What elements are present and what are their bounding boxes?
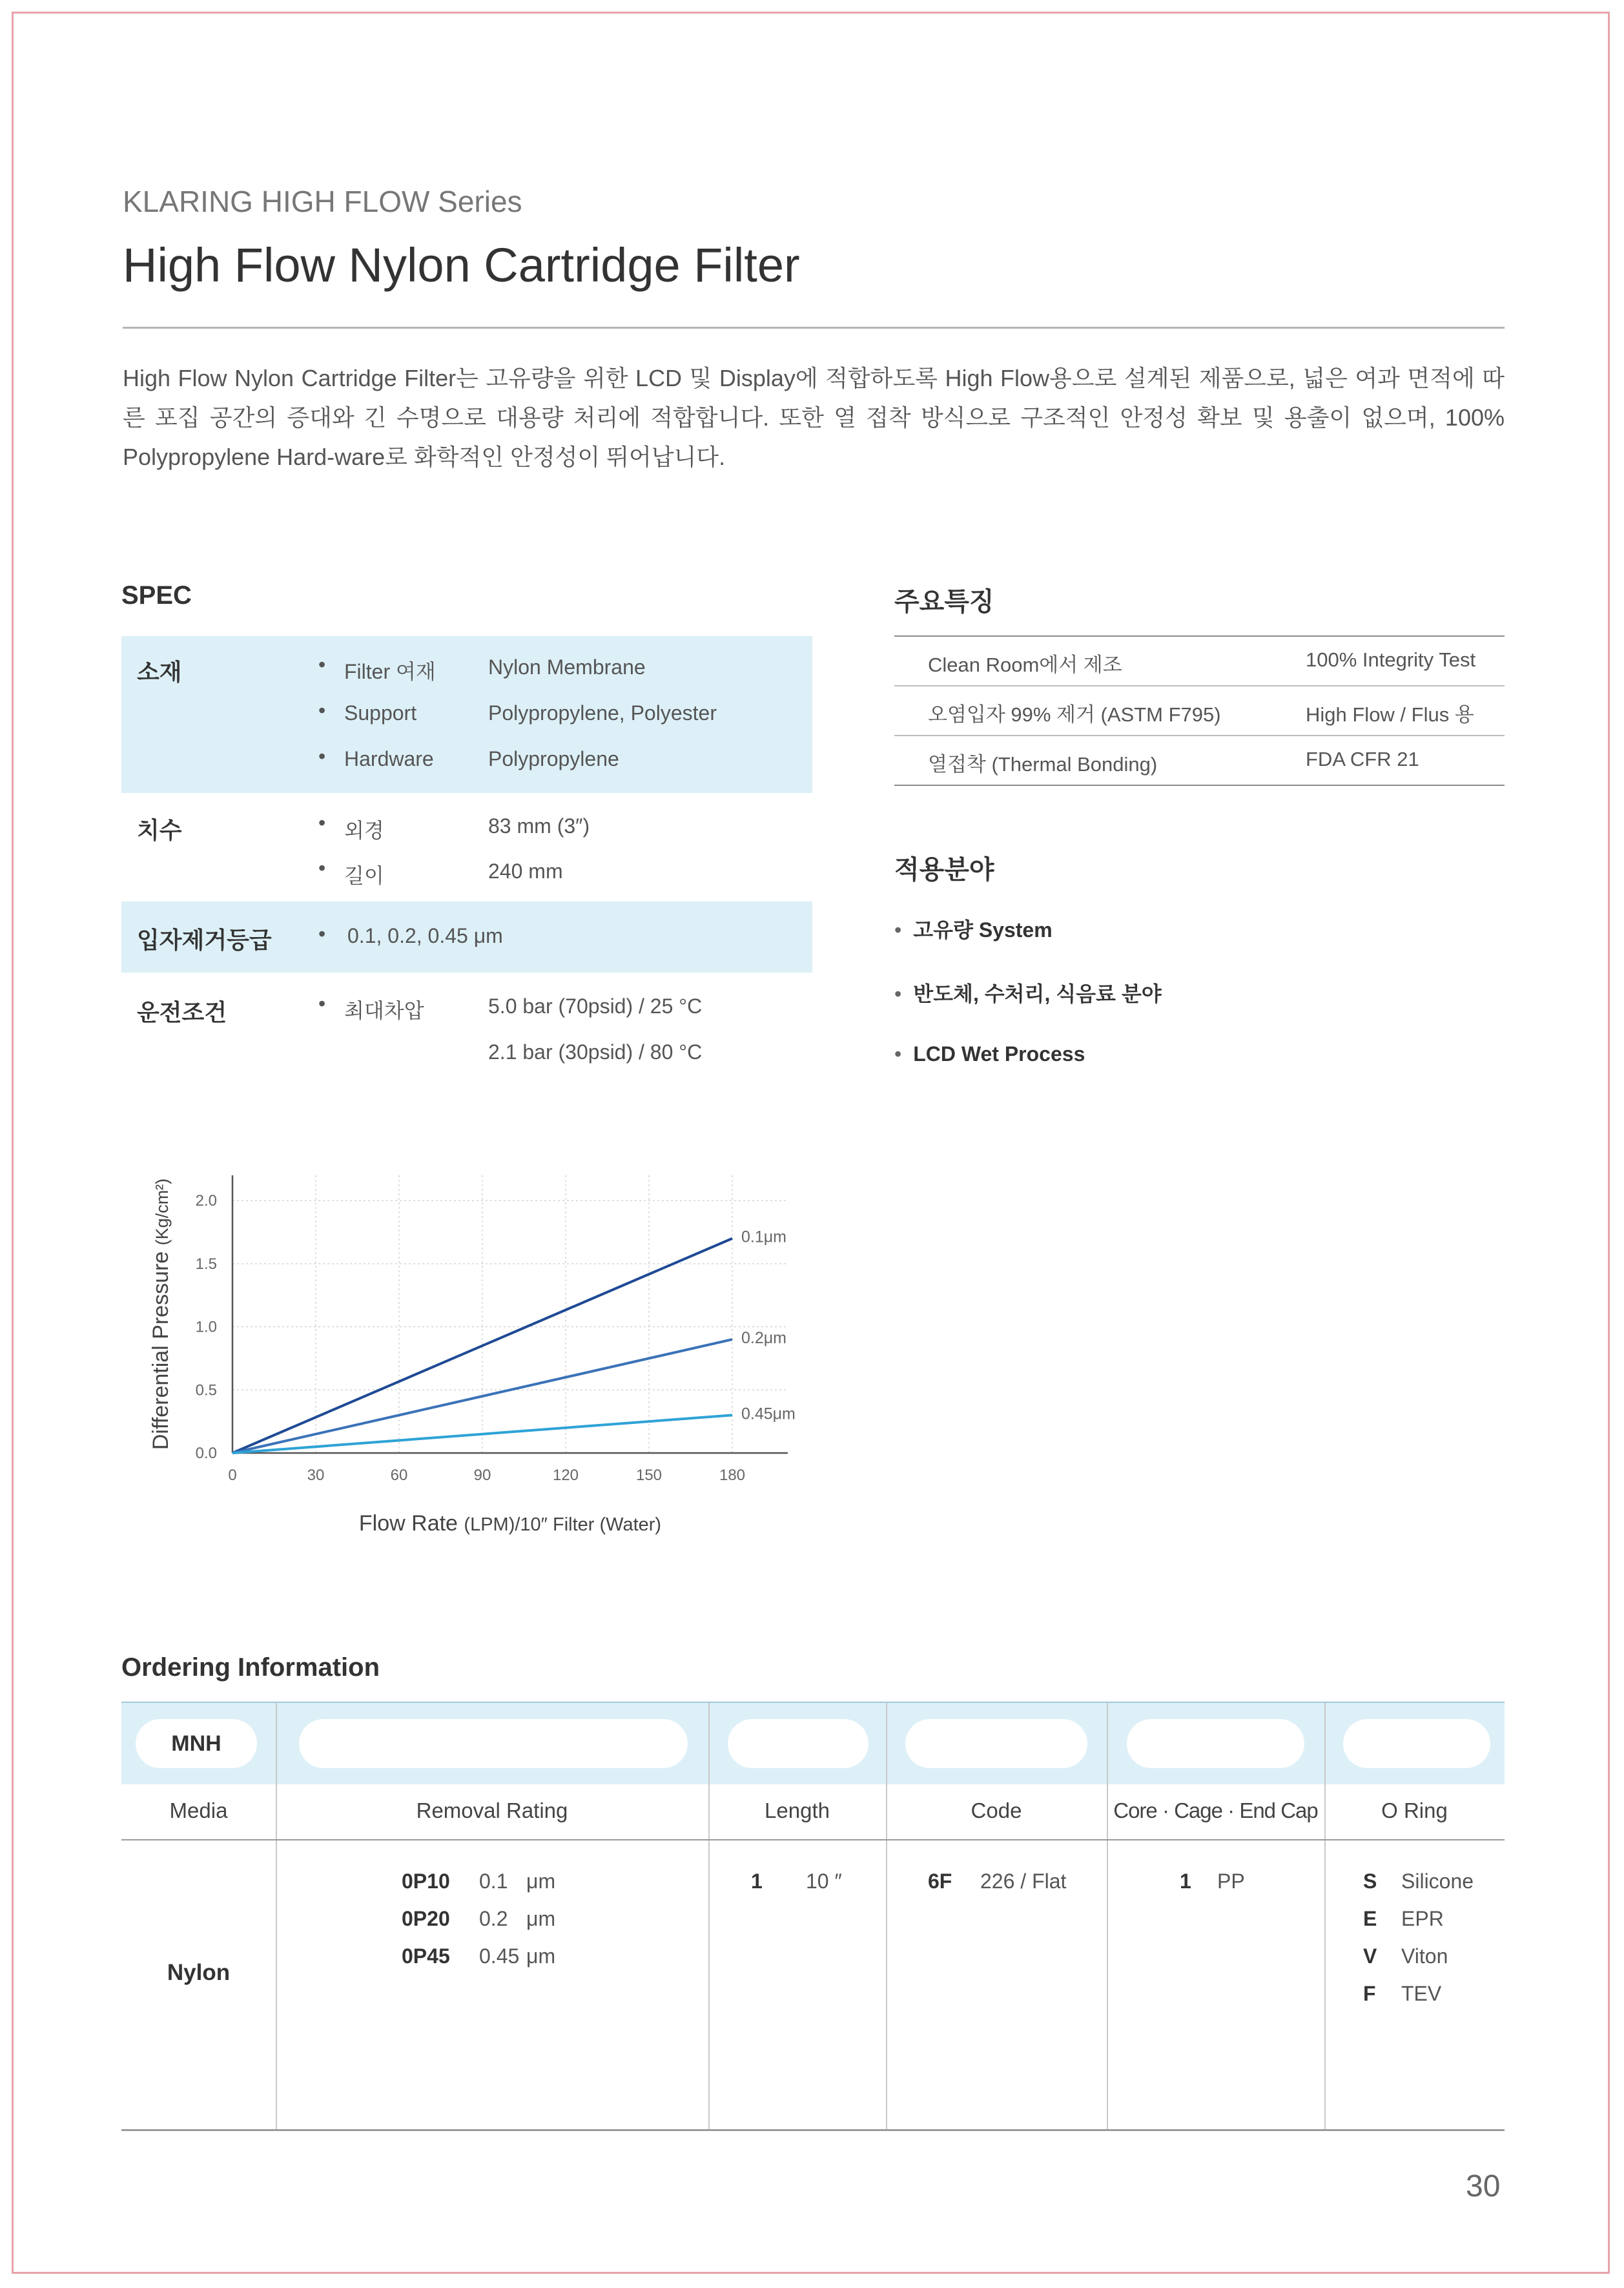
table-bottom-rule bbox=[121, 2129, 1505, 2131]
feature-item: 오염입자 99% 제거 (ASTM F795) bbox=[928, 703, 1221, 726]
spec-row-dimension bbox=[121, 793, 812, 902]
removal-unit: μm bbox=[526, 1907, 556, 1930]
spec-value: 83 mm (3″) bbox=[488, 814, 590, 838]
feature-item: Clean Room에서 제조 bbox=[928, 654, 1122, 676]
oring-code-box bbox=[1343, 1719, 1490, 1768]
intro-paragraph: High Flow Nylon Cartridge Filter는 고유량을 위한 LCD 및 Display에 적합하도록 High Flow용으로 설계된 제품으로, 넓은 여과 면적에 따른 포집 공간의 증대와 긴 수명으로 대용량 처리에 적합합니다. 또한 열 접착 방식으로 구조적인 안정성 확보 및 용출이 없으며, 100% Polypropylene Hard-ware로 화학적인 안정성이 뛰어납니다. bbox=[123, 365, 1505, 470]
prefix-box bbox=[136, 1719, 257, 1768]
bullet: • bbox=[318, 745, 326, 768]
feature-item: FDA CFR 21 bbox=[1306, 748, 1419, 770]
applications-heading: 적용분야 bbox=[894, 856, 994, 884]
x-tick-label: 0 bbox=[228, 1467, 237, 1484]
spec-value: Nylon Membrane bbox=[488, 655, 646, 679]
features-rule bbox=[894, 735, 1505, 736]
oring-value: Silicone bbox=[1401, 1870, 1474, 1893]
y-axis-title bbox=[149, 1179, 173, 1450]
x-tick-label: 60 bbox=[390, 1467, 408, 1484]
removal-unit: μm bbox=[526, 1944, 556, 1968]
spec-key: Hardware bbox=[344, 747, 434, 770]
series-label: 0.45μm bbox=[741, 1405, 796, 1423]
features-rule bbox=[894, 685, 1505, 686]
series-label: 0.2μm bbox=[741, 1329, 786, 1348]
x-axis-title bbox=[359, 1511, 661, 1536]
column-header-removal: Removal Rating bbox=[416, 1798, 568, 1822]
feature-item: 100% Integrity Test bbox=[1306, 648, 1476, 671]
removal-code-box bbox=[299, 1719, 688, 1768]
application-item: • LCD Wet Process bbox=[894, 1042, 1085, 1066]
spec-label: 운전조건 bbox=[137, 999, 227, 1025]
features-rule bbox=[894, 785, 1505, 786]
bullet: • bbox=[318, 856, 326, 880]
spec-label: 입자제거등급 bbox=[137, 927, 272, 953]
core-code-box bbox=[1127, 1719, 1304, 1768]
y-axis-title-main: Differential Pressure bbox=[149, 1245, 173, 1450]
spec-label: 치수 bbox=[137, 817, 182, 843]
column-divider bbox=[886, 1703, 887, 2129]
spec-key: Filter 여재 bbox=[344, 660, 436, 683]
core-code: 1 bbox=[1180, 1870, 1191, 1893]
media-value: Nylon bbox=[167, 1960, 231, 1985]
code-code: 6F bbox=[928, 1870, 952, 1893]
feature-item: High Flow / Flus 용 bbox=[1306, 703, 1474, 726]
prefix-code: MNH bbox=[171, 1731, 221, 1756]
length-code: 1 bbox=[751, 1870, 763, 1893]
application-label: 반도체, 수처리, 식음료 분야 bbox=[913, 982, 1162, 1005]
x-axis-title-main: Flow Rate bbox=[358, 1511, 464, 1536]
removal-value: 0.1 bbox=[479, 1870, 508, 1893]
bullet: • bbox=[318, 699, 326, 722]
ordering-heading: Ordering Information bbox=[121, 1653, 380, 1682]
application-label: 고유량 System bbox=[913, 918, 1053, 942]
title-divider bbox=[123, 327, 1505, 329]
column-divider bbox=[708, 1703, 710, 2129]
column-divider bbox=[276, 1703, 277, 2129]
column-header-oring: O Ring bbox=[1381, 1798, 1448, 1822]
spec-value: Polypropylene bbox=[488, 747, 619, 770]
x-axis-title-unit: (LPM)/10″ Filter (Water) bbox=[464, 1514, 662, 1535]
x-tick-label: 120 bbox=[552, 1467, 579, 1484]
spec-row-operating bbox=[121, 973, 812, 1086]
pressure-flow-chart bbox=[149, 1162, 820, 1576]
x-tick-label: 150 bbox=[635, 1467, 663, 1484]
column-divider bbox=[1107, 1703, 1108, 2129]
header-rule bbox=[121, 1839, 1505, 1840]
y-tick-label: 0.0 bbox=[195, 1445, 217, 1462]
spec-row-rating bbox=[121, 902, 812, 973]
application-label: LCD Wet Process bbox=[913, 1042, 1085, 1066]
series-label: KLARING HIGH FLOW Series bbox=[123, 185, 522, 218]
page-title: High Flow Nylon Cartridge Filter bbox=[123, 238, 800, 292]
spec-value: 0.1, 0.2, 0.45 μm bbox=[347, 924, 503, 947]
removal-code: 0P20 bbox=[402, 1907, 450, 1930]
core-value: PP bbox=[1217, 1870, 1245, 1893]
spec-value: Polypropylene, Polyester bbox=[488, 701, 717, 725]
bullet: • bbox=[318, 922, 326, 945]
y-tick-label: 2.0 bbox=[195, 1192, 217, 1210]
spec-value: 240 mm bbox=[488, 860, 563, 883]
removal-code: 0P45 bbox=[402, 1944, 450, 1968]
oring-code: F bbox=[1363, 1982, 1376, 2005]
spec-value: 5.0 bar (70psid) / 25 °C bbox=[488, 995, 703, 1018]
code-box bbox=[905, 1719, 1087, 1768]
oring-value: TEV bbox=[1401, 1982, 1442, 2005]
removal-code: 0P10 bbox=[402, 1870, 450, 1893]
x-tick-label: 180 bbox=[719, 1467, 746, 1484]
y-tick-label: 0.5 bbox=[195, 1381, 217, 1399]
spec-heading: SPEC bbox=[121, 581, 192, 610]
features-heading: 주요특징 bbox=[894, 588, 994, 616]
features-rule bbox=[894, 635, 1505, 637]
bullet: • bbox=[318, 653, 326, 676]
spec-key: Support bbox=[344, 701, 417, 725]
oring-code: V bbox=[1363, 1944, 1377, 1968]
spec-key: 최대차압 bbox=[344, 999, 424, 1022]
bullet: • bbox=[318, 811, 326, 834]
feature-item: 열접착 (Thermal Bonding) bbox=[928, 753, 1158, 776]
removal-value: 0.2 bbox=[479, 1907, 508, 1930]
y-tick-label: 1.0 bbox=[195, 1318, 217, 1336]
spec-label: 소재 bbox=[137, 659, 182, 685]
column-header-code: Code bbox=[971, 1798, 1022, 1822]
column-header-length: Length bbox=[765, 1798, 830, 1822]
application-item: • 고유량 System bbox=[894, 918, 1053, 942]
page-frame bbox=[12, 12, 1610, 2274]
oring-code: E bbox=[1363, 1907, 1377, 1930]
removal-unit: μm bbox=[526, 1870, 556, 1893]
length-value: 10 ″ bbox=[806, 1870, 842, 1893]
column-header-core: Core · Cage · End Cap bbox=[1113, 1798, 1318, 1822]
y-tick-label: 1.5 bbox=[195, 1255, 217, 1273]
application-item: • 반도체, 수처리, 식음료 분야 bbox=[894, 982, 1162, 1005]
spec-key: 외경 bbox=[344, 819, 384, 842]
column-header-media: Media bbox=[169, 1798, 228, 1822]
length-code-box bbox=[728, 1719, 869, 1768]
spec-key: 길이 bbox=[344, 864, 384, 887]
x-tick-label: 30 bbox=[307, 1467, 325, 1484]
y-axis-title-unit: (Kg/cm²) bbox=[152, 1178, 172, 1246]
series-label: 0.1μm bbox=[741, 1228, 786, 1246]
page-number: 30 bbox=[1466, 2169, 1501, 2203]
code-value: 226 / Flat bbox=[980, 1870, 1067, 1893]
column-divider bbox=[1324, 1703, 1326, 2129]
oring-code: S bbox=[1363, 1870, 1377, 1893]
x-tick-label: 90 bbox=[473, 1467, 491, 1484]
bullet: • bbox=[318, 992, 326, 1015]
spec-value: 2.1 bar (30psid) / 80 °C bbox=[488, 1040, 703, 1064]
spec-row-material bbox=[121, 636, 812, 793]
oring-value: EPR bbox=[1401, 1907, 1444, 1930]
removal-value: 0.45 bbox=[479, 1944, 520, 1968]
oring-value: Viton bbox=[1401, 1944, 1448, 1968]
